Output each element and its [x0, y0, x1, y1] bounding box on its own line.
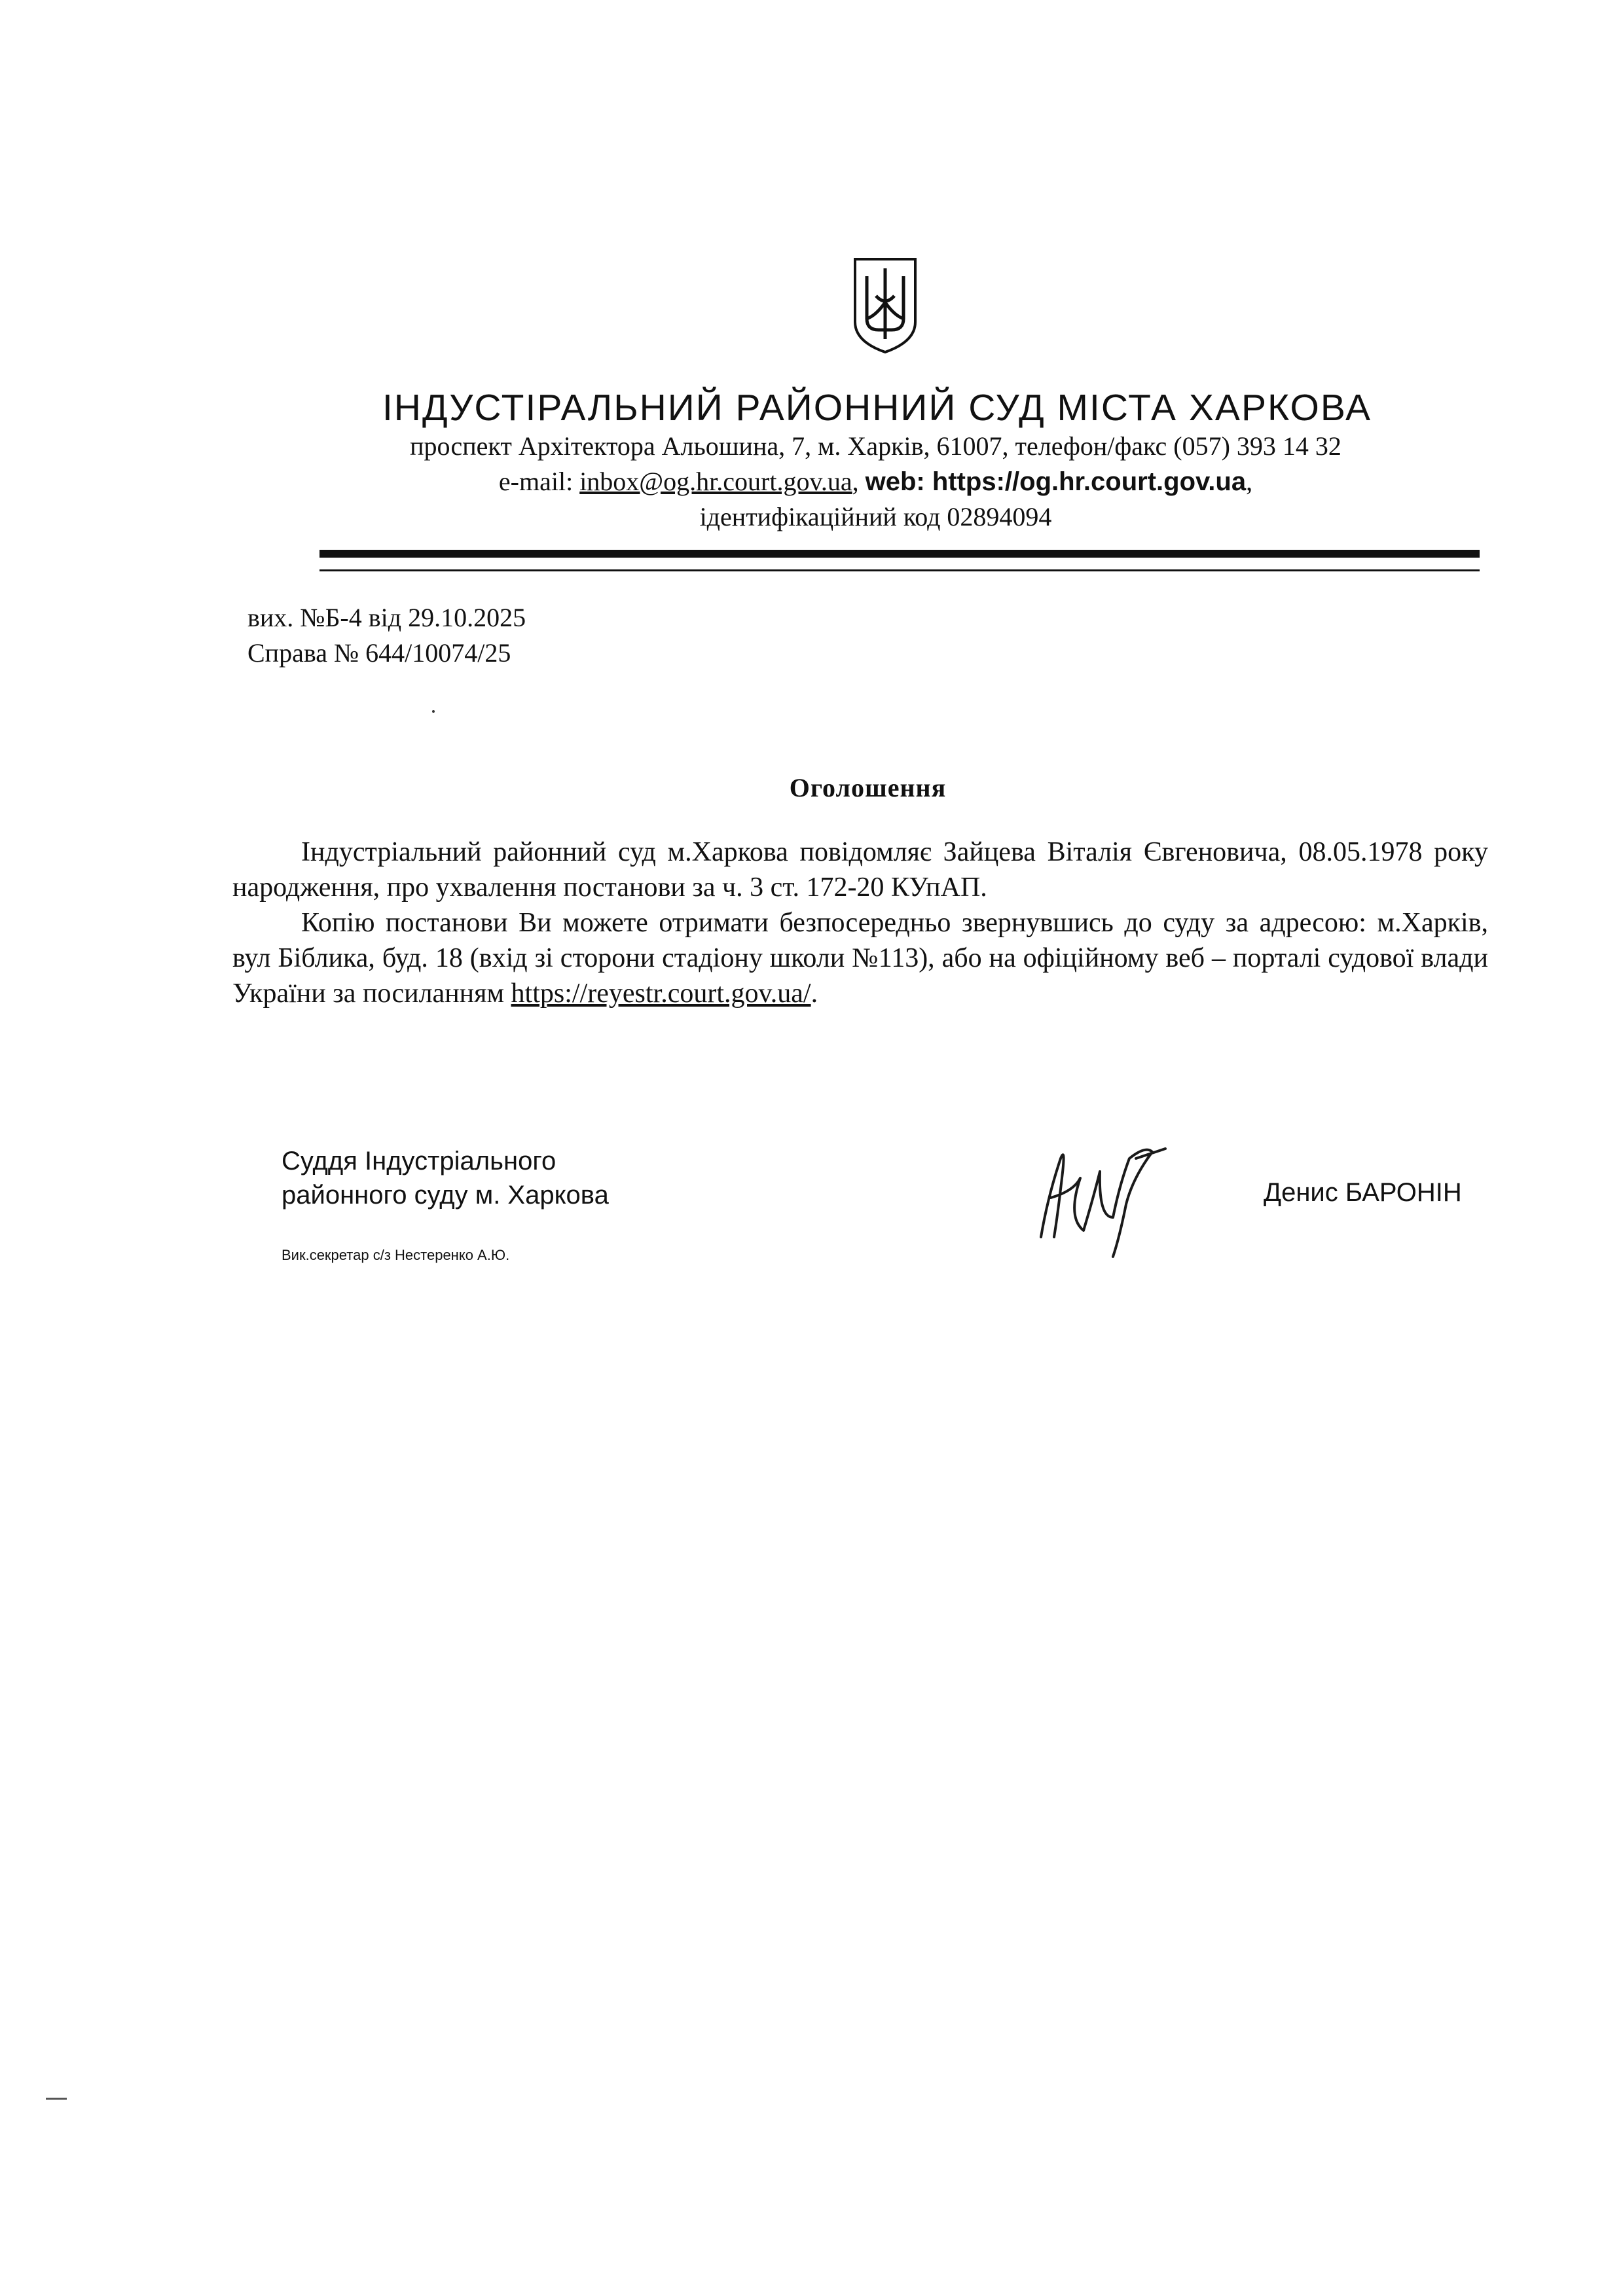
case-number: Справа № 644/10074/25	[247, 638, 511, 668]
announcement-paragraph-1	[232, 834, 1488, 905]
judge-signature	[1021, 1119, 1178, 1263]
secretary-note: Вик.секретар с/з Нестеренко А.Ю.	[282, 1247, 510, 1263]
announcement-title: Оголошення	[789, 773, 947, 802]
header-rule-thick	[319, 550, 1480, 558]
header-rule-thin	[319, 569, 1480, 571]
paragraph-2-end: .	[811, 978, 818, 1009]
judge-title-line-1: Суддя Індустріального	[282, 1147, 556, 1175]
announcement-paragraph-2	[232, 905, 1488, 1011]
scan-edge-mark	[46, 2098, 67, 2100]
judge-title-line-2: районного суду м. Харкова	[282, 1181, 609, 1210]
judge-title	[282, 1144, 609, 1212]
identification-code: ідентифікаційний код 02894094	[699, 502, 1052, 531]
email-link[interactable]: inbox@og.hr.court.gov.ua	[579, 467, 852, 496]
scan-speck	[432, 710, 435, 713]
web-link[interactable]: https://og.hr.court.gov.ua	[932, 467, 1247, 496]
web-label: web:	[865, 467, 932, 496]
paragraph-2-text: Копію постанови Ви можете отримати безпосередньо звернувшись до суду за адресою: м.Харків, вул Біблика, буд. 18 (вхід зі сторони стадіону школи №113), або на офіційному веб – порталі судової влади України за посиланням	[232, 908, 1488, 1009]
email-separator: ,	[852, 467, 866, 496]
outgoing-number: вих. №Б-4 від 29.10.2025	[247, 603, 526, 632]
coat-of-arms-icon	[852, 257, 918, 353]
email-label: e-mail:	[498, 467, 580, 496]
registry-link[interactable]: https://reyestr.court.gov.ua/	[511, 978, 811, 1009]
paragraph-1-text: Індустріальний районний суд м.Харкова повідомляє Зайцева Віталія Євгеновича, 08.05.1978 року народження, про ухвалення постанови за ч. 3 ст. 172-20 КУпАП.	[232, 837, 1488, 903]
court-name: ІНДУСТІРАЛЬНИЙ РАЙОННИЙ СУД МІСТА ХАРКОВА	[382, 387, 1372, 429]
web-separator: ,	[1246, 467, 1253, 496]
court-contacts	[64, 465, 1623, 499]
judge-name: Денис БАРОНІН	[1264, 1178, 1462, 1207]
court-address: проспект Архітектора Альошина, 7, м. Харків, 61007, телефон/факс (057) 393 14 32	[410, 431, 1341, 461]
